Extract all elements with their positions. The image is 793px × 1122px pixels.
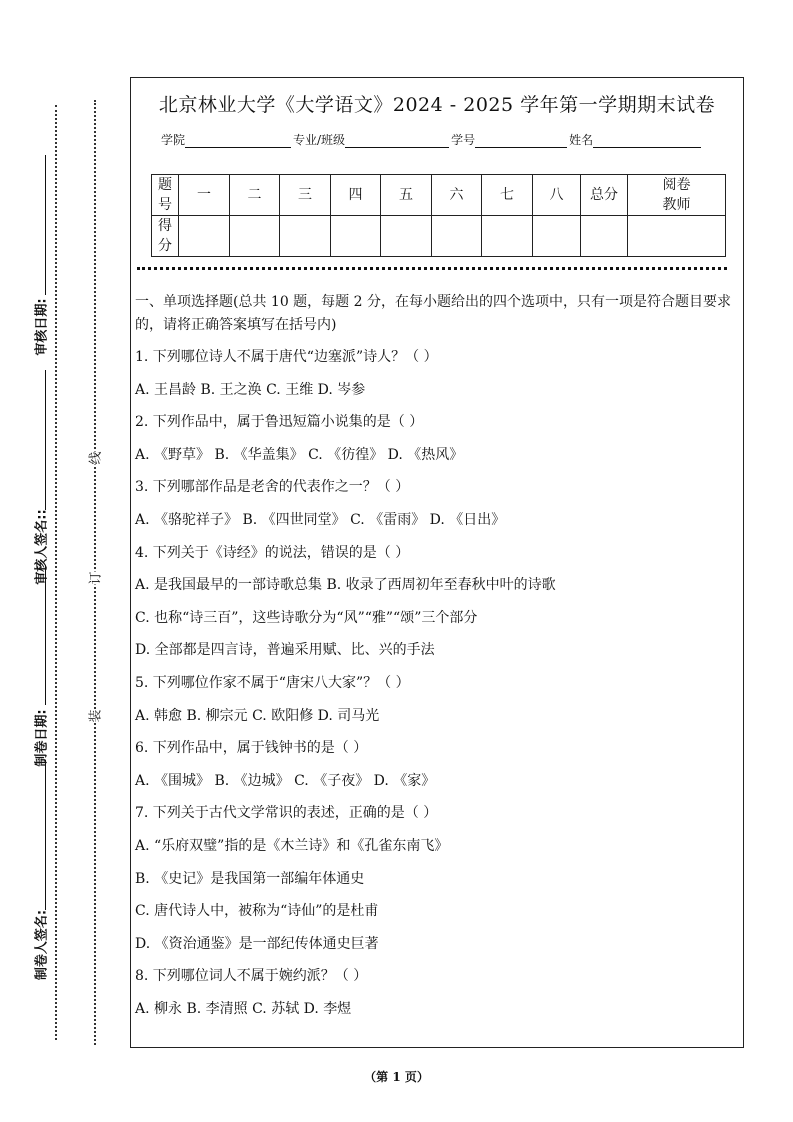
student-id-field[interactable]	[475, 135, 567, 148]
score-col-header: 六	[432, 175, 482, 216]
score-col-header: 二	[230, 175, 280, 216]
student-info-row	[161, 131, 703, 148]
score-label: 得 分	[152, 216, 179, 257]
grader-cell[interactable]	[628, 216, 726, 257]
binding-mark-install: 装	[83, 709, 106, 722]
make-date-label: 制卷日期:	[34, 709, 50, 767]
grader-header: 阅卷 教师	[628, 175, 726, 216]
score-table	[151, 174, 726, 257]
section-intro: 一、单项选择题(总共 10 题，每题 2 分，在每小题给出的四个选项中，只有一项是符合题目要求的，请将正确答案填写在括号内)	[135, 294, 731, 333]
name-label: 姓名	[569, 133, 594, 147]
make-sign-line	[45, 760, 46, 910]
section-single-choice	[135, 291, 733, 1025]
left-dotted-line	[55, 105, 57, 1040]
major-field[interactable]	[345, 135, 449, 148]
score-col-header: 一	[179, 175, 230, 216]
exam-frame	[130, 77, 744, 1048]
option-line: A. 是我国最早的一部诗歌总集 B. 收录了西周初年至春秋中叶的诗歌	[135, 577, 556, 594]
question-line: 2. 下列作品中，属于鲁迅短篇小说集的是（ ）	[135, 414, 424, 431]
score-col-header: 八	[533, 175, 581, 216]
option-line: B. 《史记》是我国第一部编年体通史	[135, 870, 365, 887]
make-date-line	[45, 565, 46, 705]
score-cell[interactable]	[482, 216, 533, 257]
score-cell[interactable]	[280, 216, 331, 257]
score-header-row	[152, 175, 726, 216]
exam-title: 北京林业大学《大学语文》2024 - 2025 学年第一学期期末试卷	[158, 94, 716, 116]
review-sign-label: 审核人签名::	[34, 509, 50, 585]
major-label: 专业/班级	[293, 133, 346, 147]
question-line: 6. 下列作品中，属于钱钟书的是（ ）	[135, 740, 368, 757]
review-sign-line	[45, 370, 46, 510]
college-label: 学院	[161, 133, 186, 147]
page-number: （第 1 页）	[364, 1070, 429, 1084]
question-line: 8. 下列哪位词人不属于婉约派？（ ）	[135, 968, 368, 985]
score-col-header: 三	[280, 175, 331, 216]
review-date-line	[45, 155, 46, 295]
total-score-header: 总分	[581, 175, 628, 216]
question-line: 5. 下列哪位作家不属于“唐宋八大家”？（ ）	[135, 674, 410, 691]
option-line: D. 《资治通鉴》是一部纪传体通史巨著	[135, 935, 379, 952]
score-cell[interactable]	[230, 216, 280, 257]
score-cell[interactable]	[331, 216, 381, 257]
option-line: D. 全部都是四言诗，普遍采用赋、比、兴的手法	[135, 642, 435, 659]
score-cell[interactable]	[381, 216, 432, 257]
option-line: C. 也称“诗三百”，这些诗歌分为“风”“雅”“颂”三个部分	[135, 609, 478, 626]
score-cell[interactable]	[432, 216, 482, 257]
score-cell[interactable]	[533, 216, 581, 257]
name-field[interactable]	[593, 135, 701, 148]
option-line: C. 唐代诗人中，被称为“诗仙”的是杜甫	[135, 903, 379, 920]
question-number-label: 题 号	[152, 175, 179, 216]
question-line: 3. 下列哪部作品是老舍的代表作之一？（ ）	[135, 479, 410, 496]
question-line: 4. 下列关于《诗经》的说法，错误的是（ ）	[135, 544, 410, 561]
score-col-header: 五	[381, 175, 432, 216]
binding-mark-line: 线	[83, 451, 106, 464]
option-line: A. 韩愈 B. 柳宗元 C. 欧阳修 D. 司马光	[135, 707, 380, 724]
option-line: A. “乐府双璧”指的是《木兰诗》和《孔雀东南飞》	[135, 837, 449, 854]
score-col-header: 四	[331, 175, 381, 216]
option-line: A. 《骆驼祥子》 B. 《四世同堂》 C. 《雷雨》 D. 《日出》	[135, 511, 506, 528]
score-value-row	[152, 216, 726, 257]
student-id-label: 学号	[451, 133, 476, 147]
question-line: 1. 下列哪位诗人不属于唐代“边塞派”诗人？（ ）	[135, 349, 438, 365]
option-line: A. 王昌龄 B. 王之涣 C. 王维 D. 岑参	[135, 381, 366, 398]
college-field[interactable]	[185, 135, 291, 148]
score-col-header: 七	[482, 175, 533, 216]
review-date-label: 审核日期:	[34, 298, 50, 356]
binding-mark-bind: 订	[83, 571, 106, 584]
make-sign-label: 制卷人签名:	[34, 909, 50, 981]
section-divider	[137, 267, 727, 270]
score-cell[interactable]	[179, 216, 230, 257]
option-line: A. 《围城》 B. 《边城》 C. 《子夜》 D. 《家》	[135, 772, 436, 789]
total-score-cell[interactable]	[581, 216, 628, 257]
option-line: A. 柳永 B. 李清照 C. 苏轼 D. 李煜	[135, 1000, 352, 1017]
question-line: 7. 下列关于古代文学常识的表述，正确的是（ ）	[135, 805, 438, 822]
option-line: A. 《野草》 B. 《华盖集》 C. 《彷徨》 D. 《热风》	[135, 446, 464, 463]
